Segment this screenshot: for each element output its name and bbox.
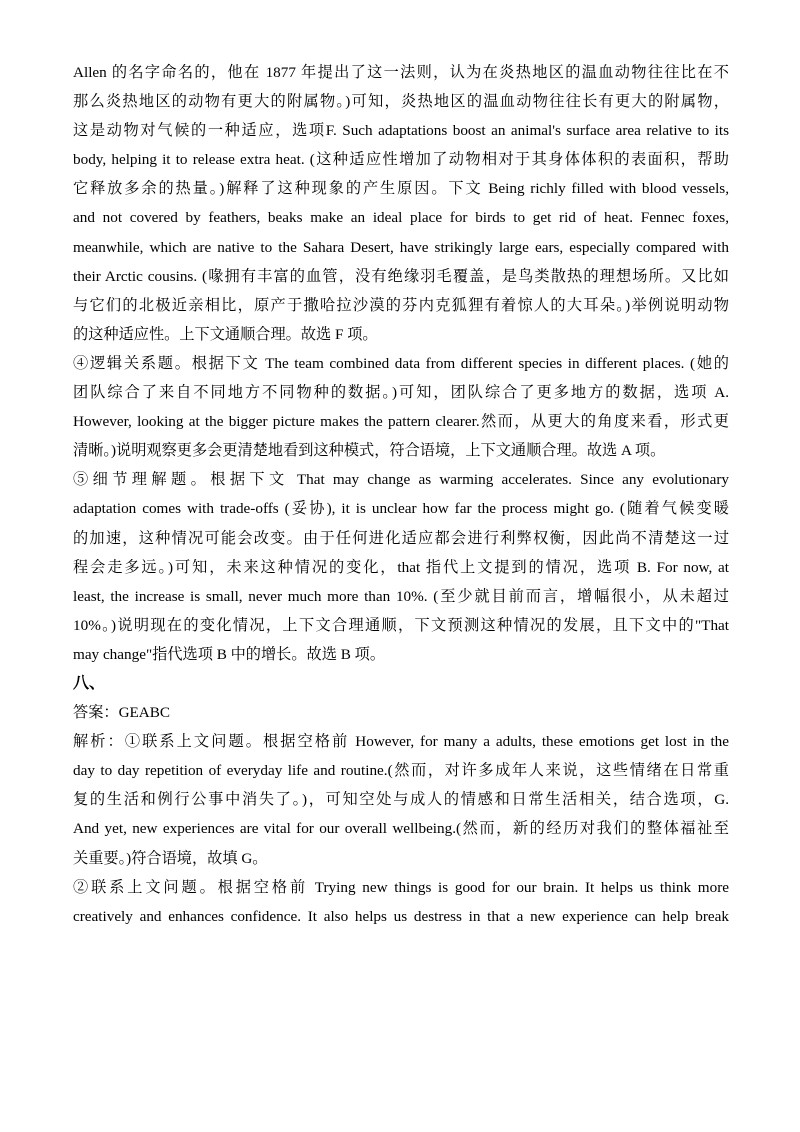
text-line: Allen 的名字命名的，他在 1877 年提出了这一法则，认为在炎热地区的温血动物往往比在不 <box>73 64 729 81</box>
text-line: 它释放多余的热量。)解释了这种现象的产生原因。下文 Being richly filled with blood vessels, <box>73 180 729 198</box>
text-line: creatively and enhances confidence. It also helps us destress in that a new experience can help break <box>73 907 729 925</box>
text-line: ②联系上文问题。根据空格前 Trying new things is good for our brain. It helps us think more <box>73 878 729 896</box>
text-line: 的加速，这种情况可能会改变。由于任何进化适应都会进行利弊权衡，因此尚不清楚这一过 <box>73 529 729 547</box>
text-line: body, helping it to release extra heat. (这种适应性增加了动物相对于其身体体积的表面积，帮助 <box>73 151 729 169</box>
text-line: their Arctic cousins. (喙拥有丰富的血管，没有绝缘羽毛覆盖，是鸟类散热的理想场所。又比如 <box>73 267 729 285</box>
text-line: 10%。)说明现在的变化情况，上下文合理通顺，下文预测这种情况的发展，且下文中的"That <box>73 616 729 634</box>
text-line: And yet, new experiences are vital for our overall wellbeing.(然而，新的经历对我们的整体福祉至 <box>73 820 729 838</box>
text-line: 关重要。)符合语境，故填 G。 <box>73 849 268 867</box>
text-line: ⑤细节理解题。根据下文 That may change as warming accelerates. Since any evolutionary <box>73 471 729 489</box>
section-heading: 八、 <box>73 674 106 692</box>
text-line: 的这种适应性。上下文通顺合理。故选 F 项。 <box>73 325 378 343</box>
text-line: 团队综合了来自不同地方不同物种的数据。)可知，团队综合了更多地方的数据，选项 A. <box>73 384 729 402</box>
text-line: 与它们的北极近亲相比，原产于撒哈拉沙漠的芬内克狐狸有着惊人的大耳朵。)举例说明动物 <box>73 296 729 314</box>
text-line: 那么炎热地区的动物有更大的附属物。)可知，炎热地区的温血动物往往长有更大的附属物， <box>73 93 729 111</box>
text-line: and not covered by feathers, beaks make an ideal place for birds to get rid of heat. Fennec foxes, <box>73 209 729 227</box>
document-page <box>73 58 729 931</box>
text-line: meanwhile, which are native to the Sahara Desert, have strikingly large ears, especially compared with <box>73 238 729 256</box>
text-line: 解析：①联系上文问题。根据空格前 However, for many a adults, these emotions get lost in the <box>73 733 729 751</box>
text-line: 清晰。)说明观察更多会更清楚地看到这种模式，符合语境，上下文通顺合理。故选 A 项。 <box>73 442 666 460</box>
text-line: least, the increase is small, never much more than 10%. (至少就目前而言，增幅很小，从未超过 <box>73 587 729 605</box>
text-line: day to day repetition of everyday life and routine.(然而，对许多成年人来说，这些情绪在日常重 <box>73 762 729 780</box>
text-line: 答案：GEABC <box>73 704 171 722</box>
text-line: adaptation comes with trade-offs (妥协), it is unclear how far the process might go. (随着气候变暖 <box>73 500 729 518</box>
text-line: 这是动物对气候的一种适应，选项F. Such adaptations boost an animal's surface area relative to its <box>73 122 729 140</box>
text-line: 程会走多远。)可知，未来这种情况的变化，that 指代上文提到的情况，选项 B. For now, at <box>73 558 729 576</box>
text-line: 复的生活和例行公事中消失了。)，可知空处与成人的情感和日常生活相关，结合选项，G. <box>73 791 729 809</box>
text-line: may change"指代选项 B 中的增长。故选 B 项。 <box>73 645 386 663</box>
text-line: However, looking at the bigger picture makes the pattern clearer.然而，从更大的角度来看，形式更 <box>73 413 729 431</box>
text-line: ④逻辑关系题。根据下文 The team combined data from different species in different places. (她的 <box>73 354 729 372</box>
